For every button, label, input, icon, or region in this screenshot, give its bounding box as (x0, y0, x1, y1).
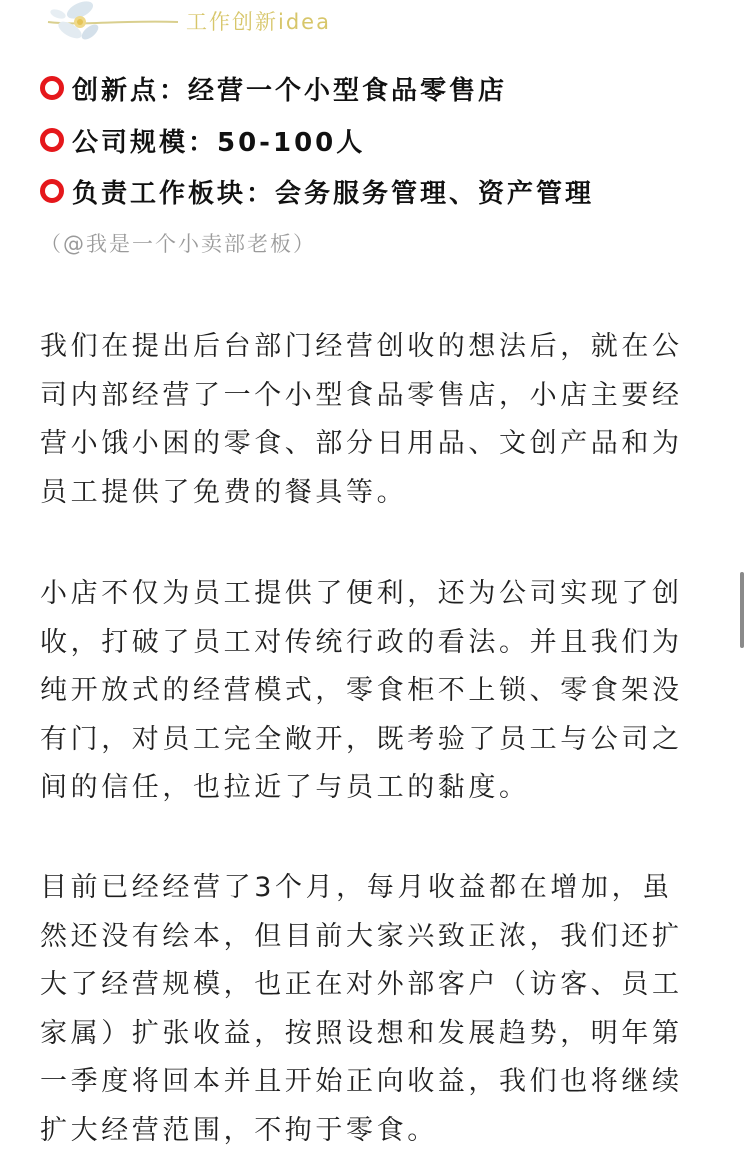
text-line: 一季度将回本并且开始正向收益，我们也将继续 (40, 1066, 683, 1097)
red-circle-icon (40, 76, 64, 100)
text-line: 目前已经经营了3个月，每月收益都在增加，虽 (40, 872, 673, 903)
red-circle-icon (40, 128, 64, 152)
source-attribution: （@我是一个小卖部老板） (40, 232, 316, 256)
point-text: 负责工作板块：会务服务管理、资产管理 (72, 178, 595, 209)
point-text: 创新点：经营一个小型食品零售店 (72, 75, 508, 106)
text-line: 收，打破了员工对传统行政的看法。并且我们为 (40, 626, 683, 658)
scrollbar-thumb[interactable] (740, 572, 744, 648)
text-line: 扩大经营范围，不拘于零食。 (40, 1114, 438, 1146)
page-header (0, 0, 750, 46)
text-line: 然还没有绘本，但目前大家兴致正浓，我们还扩 (40, 920, 683, 952)
text-line: 有门，对员工完全敞开，既考验了员工与公司之 (40, 723, 683, 755)
flower-branch-icon (40, 0, 180, 44)
paragraph-2 (40, 570, 714, 813)
text-line: 营小饿小困的零食、部分日用品、文创产品和为 (40, 428, 683, 459)
text-line: 大了经营规模，也正在对外部客户（访客、员工 (40, 969, 683, 1000)
text-line: 间的信任，也拉近了与员工的黏度。 (40, 772, 530, 803)
paragraph-3 (40, 864, 714, 1155)
company-size-point (40, 120, 365, 160)
point-text: 公司规模：50-100人 (72, 127, 366, 158)
text-line: 司内部经营了一个小型食品零售店，小店主要经 (40, 379, 683, 411)
paragraph-1 (40, 323, 714, 517)
work-area-point (40, 171, 594, 211)
header-title: 工作创新idea (186, 10, 331, 34)
text-line: 家属）扩张收益，按照设想和发展趋势，明年第 (40, 1017, 683, 1049)
text-line: 我们在提出后台部门经营创收的想法后，就在公 (40, 331, 683, 362)
text-line: 员工提供了免费的餐具等。 (40, 476, 408, 508)
text-line: 纯开放式的经营模式，零食柜不上锁、零食架没 (40, 675, 683, 706)
text-line: 小店不仅为员工提供了便利，还为公司实现了创 (40, 578, 683, 609)
innovation-point (40, 68, 507, 108)
red-circle-icon (40, 179, 64, 203)
